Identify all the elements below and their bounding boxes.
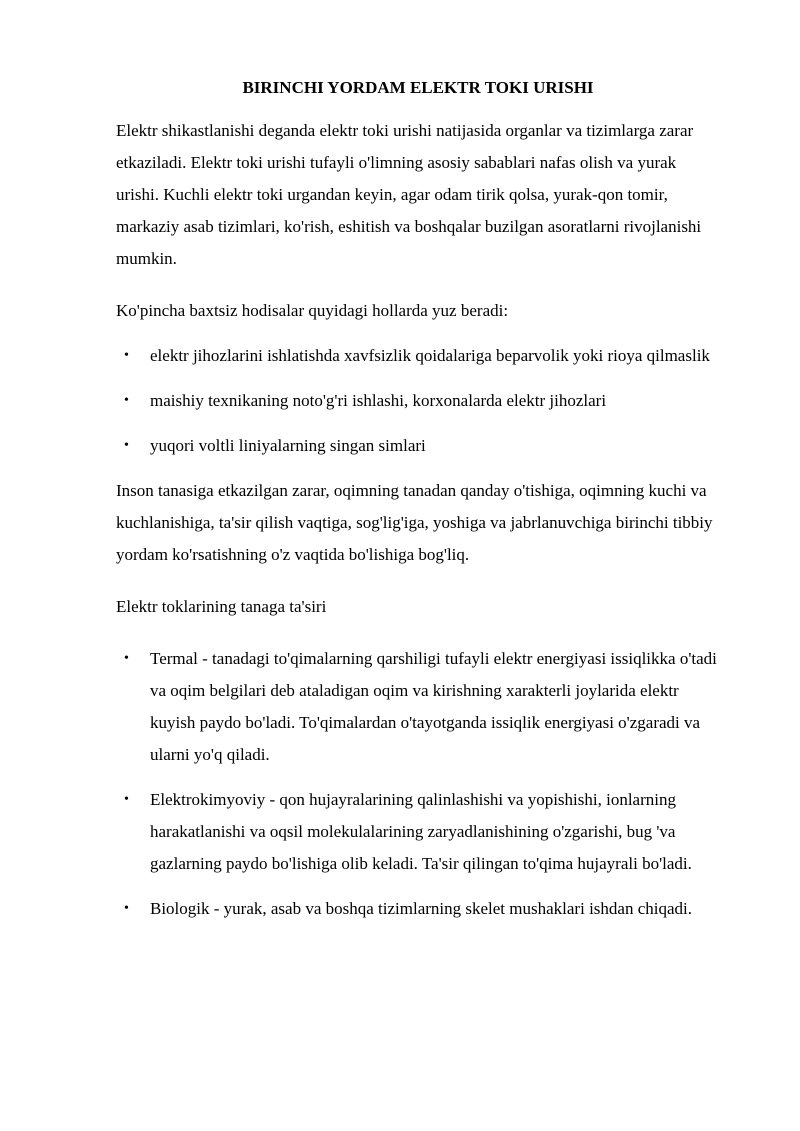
list-item-text: elektr jihozlarini ishlatishda xavfsizlik qoidalariga beparvolik yoki rioya qilmaslik <box>150 346 710 365</box>
list-item-text: yuqori voltli liniyalarning singan simlari <box>150 436 426 455</box>
list-item <box>116 893 720 925</box>
effects-heading: Elektr toklarining tanaga ta'siri <box>116 597 327 616</box>
damage-paragraph: Inson tanasiga etkazilgan zarar, oqimning tanadan qanday o'tishiga, oqimning kuchi va kuchlanishiga, ta'sir qilish vaqtiga, sog'lig'iga, yoshiga va jabrlanuvchiga birinchi tibbiy yordam ko'rsatishning o'z vaqtida bo'lishiga bog'liq. <box>116 481 713 564</box>
page-title: BIRINCHI YORDAM ELEKTR TOKI URISHI <box>242 78 594 97</box>
bullet-icon: • <box>124 651 129 666</box>
list-item <box>116 643 720 771</box>
list-item-text: maishiy texnikaning noto'g'ri ishlashi, korxonalarda elektr jihozlari <box>150 391 607 410</box>
list-item <box>116 784 720 880</box>
list-item-text: Termal - tanadagi to'qimalarning qarshiligi tufayli elektr energiyasi issiqlikka o'tadi va oqim belgilari deb ataladigan oqim va kirishning xarakterli joylarida elektr kuyish paydo bo'ladi. To'qimalardan o'tayotganda issiqlik energiyasi o'zgaradi va ularni yo'q qiladi. <box>150 649 717 764</box>
bullet-icon: • <box>124 393 129 408</box>
list-item-text: Elektrokimyoviy - qon hujayralarining qalinlashishi va yopishishi, ionlarning harakatlanishi va oqsil molekulalarining zaryadlanishining o'zgarishi, bug 'va gazlarning paydo bo'lishiga olib keladi. Ta'sir qilingan to'qima hujayrali bo'ladi. <box>150 790 692 873</box>
list-item-text: Biologik - yurak, asab va boshqa tizimlarning skelet mushaklari ishdan chiqadi. <box>150 899 692 918</box>
bullet-icon: • <box>124 348 129 363</box>
bullet-icon: • <box>124 901 129 916</box>
bullet-icon: • <box>124 438 129 453</box>
bullet-icon: • <box>124 792 129 807</box>
causes-heading: Ko'pincha baxtsiz hodisalar quyidagi hollarda yuz beradi: <box>116 301 509 320</box>
list-item <box>116 385 720 417</box>
causes-list <box>116 340 720 462</box>
list-item <box>116 430 720 462</box>
effects-list <box>116 643 720 925</box>
intro-paragraph: Elektr shikastlanishi deganda elektr toki urishi natijasida organlar va tizimlarga zarar etkaziladi. Elektr toki urishi tufayli o'limning asosiy sabablari nafas olish va yurak urishi. Kuchli elektr toki urgandan keyin, agar odam tirik qolsa, yurak-qon tomir, markaziy asab tizimlari, ko'rish, eshitish va boshqalar buzilgan asoratlarni rivojlanishi mumkin. <box>116 121 702 268</box>
list-item <box>116 340 720 372</box>
